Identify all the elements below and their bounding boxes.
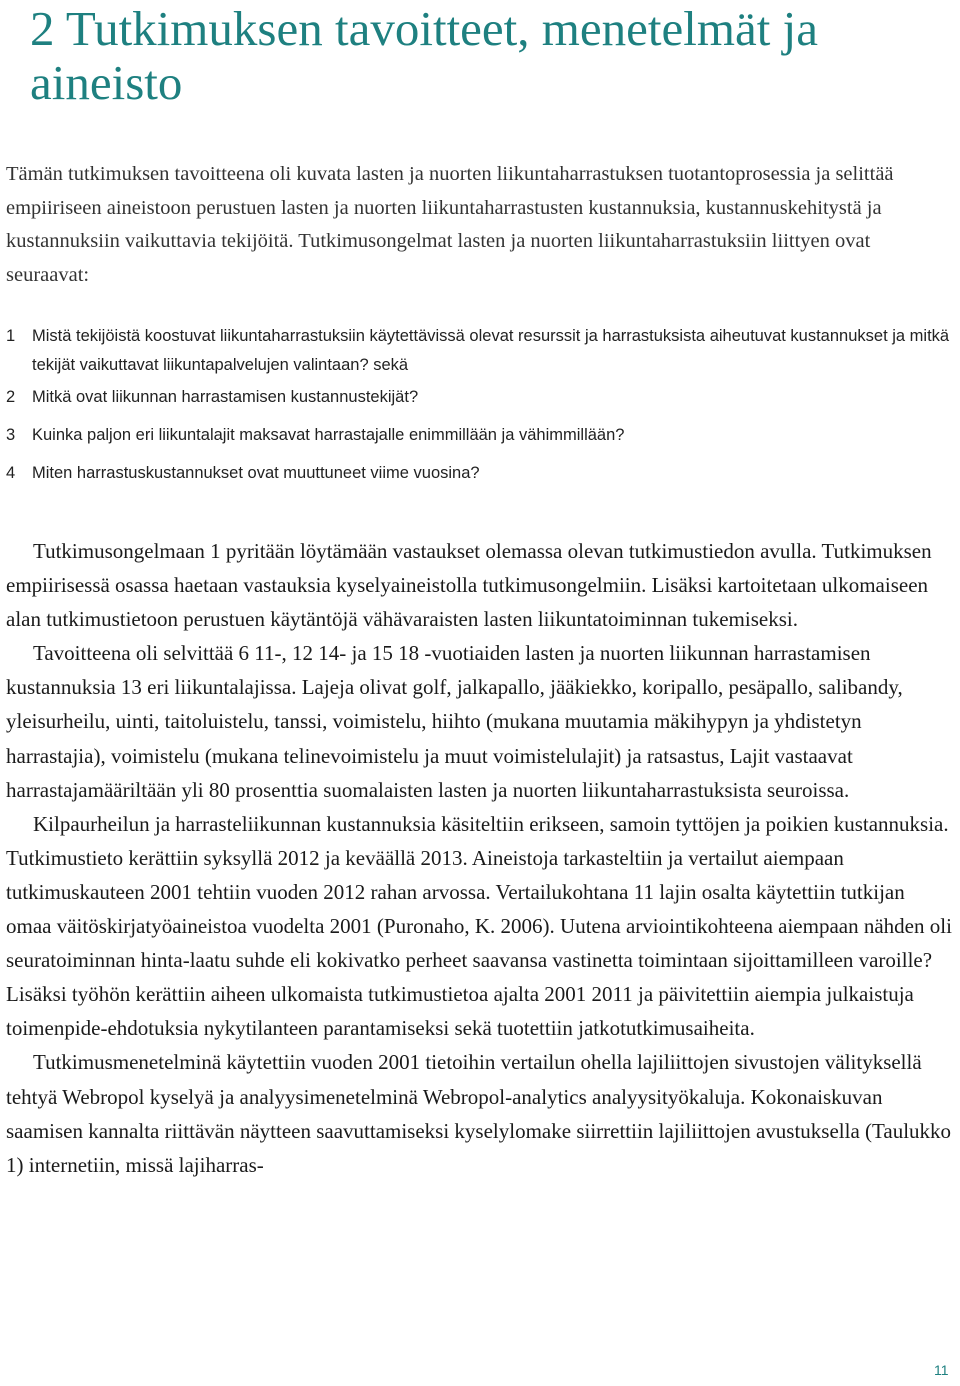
body-paragraph: Tutkimusongelmaan 1 pyritään löytämään vastaukset olemassa olevan tutkimustiedon avulla. Tutkimuksen empiirisessä osassa haetaan vastauksia kyselyaineistolla tutkimusongelmiin. Lisäksi kartoitetaan ulkomaiseen alan tutkimustietoon perustuen käytäntöjä vähävaraisten lasten liikuntatoiminnan tukemiseksi. <box>6 539 932 632</box>
body-paragraph: Tutkimusmenetelminä käytettiin vuoden 2001 tietoihin vertailun ohella lajiliittojen sivustojen välityksellä tehtyä Webropol kyselyä ja analyysimenetelminä Webropol-analytics analyysityökaluja. Kokonaiskuvan saamisen kannalta riittävän näytteen saavuttamiseksi kyselylomake siirrettiin lajiliittojen avustuksella (Taulukko 1) internetiin, missä lajiharras- <box>6 1050 952 1177</box>
research-question <box>6 421 950 450</box>
question-text: Mitkä ovat liikunnan harrastamisen kustannustekijät? <box>32 388 419 406</box>
intro-paragraph: Tämän tutkimuksen tavoitteena oli kuvata lasten ja nuorten liikuntaharrastuksen tuotantoprosessia ja selittää empiiriseen aineistoon perustuen lasten ja nuorten liikuntaharrastusten kustannuksia, kustannuskehitystä ja kustannuksiin vaikuttavia tekijöitä. Tutkimusongelmat lasten ja nuorten liikuntaharrastuksiin liittyen ovat seuraavat: <box>6 163 894 286</box>
research-question <box>6 383 950 412</box>
research-question <box>6 322 950 380</box>
question-number: 3 <box>6 426 16 444</box>
body-paragraph: Tavoitteena oli selvittää 6 11-, 12 14- ja 15 18 -vuotiaiden lasten ja nuorten liikunnan harrastamisen kustannuksia 13 eri liikuntalajissa. Lajeja olivat golf, jalkapallo, jääkiekko, koripallo, pesäpallo, salibandy, yleisurheilu, uinti, taitoluistelu, tanssi, voimistelu, hiihto (mukana muutamia mäkihypyn ja yhdistetyn harrastajia), voimistelu (mukana telinevoimistelu ja muut voimistelulajit) ja ratsastus, Lajit vastaavat harrastajamääriltään yli 80 prosenttia suomalaisten lasten ja nuorten liikuntaharrastuksista seuroissa. <box>6 641 903 802</box>
page-number: 11 <box>934 1362 949 1378</box>
body-text <box>6 534 952 1182</box>
question-text: Miten harrastuskustannukset ovat muuttuneet viime vuosina? <box>32 464 480 482</box>
research-question <box>6 459 950 488</box>
question-text: Mistä tekijöistä koostuvat liikuntaharrastuksiin käytettävissä olevat resurssit ja harrastuksista aiheutuvat kustannukset ja mitkä tekijät vaikuttavat liikuntapalvelujen valintaan? sekä <box>32 327 950 374</box>
question-text: Kuinka paljon eri liikuntalajit maksavat harrastajalle enimmillään ja vähimmillään? <box>32 426 625 444</box>
question-number: 2 <box>6 388 16 406</box>
body-paragraph: Kilpaurheilun ja harrasteliikunnan kustannuksia käsiteltiin erikseen, samoin tyttöjen ja poikien kustannuksia. Tutkimustieto kerättiin syksyllä 2012 ja keväällä 2013. Aineistoja tarkasteltiin ja vertailut aiempaan tutkimuskauteen 2001 tehtiin vuoden 2012 rahan arvossa. Vertailukohtana 11 lajin osalta käytettiin tutkijan omaa väitöskirjatyöaineistoa vuodelta 2001 (Puronaho, K. 2006). Uutena arviointikohteena aiempaan nähden oli seuratoiminnan hinta-laatu suhde eli kokivatko perheet saavansa vastinetta toimintaan sijoittamilleen varoille? Lisäksi työhön kerättiin aiheen ulkomaista tutkimustietoa ajalta 2001 2011 ja päivitettiin aiempia julkaistuja toimenpide-ehdotuksia nykytilanteen parantamiseksi sekä tuotettiin jatkotutkimusaiheita. <box>6 811 952 1041</box>
question-number: 4 <box>6 464 16 482</box>
question-number: 1 <box>6 327 16 345</box>
research-questions-list <box>6 322 950 488</box>
chapter-title: 2 Tutkimuksen tavoitteet, menetelmät ja aineisto <box>30 1 818 110</box>
